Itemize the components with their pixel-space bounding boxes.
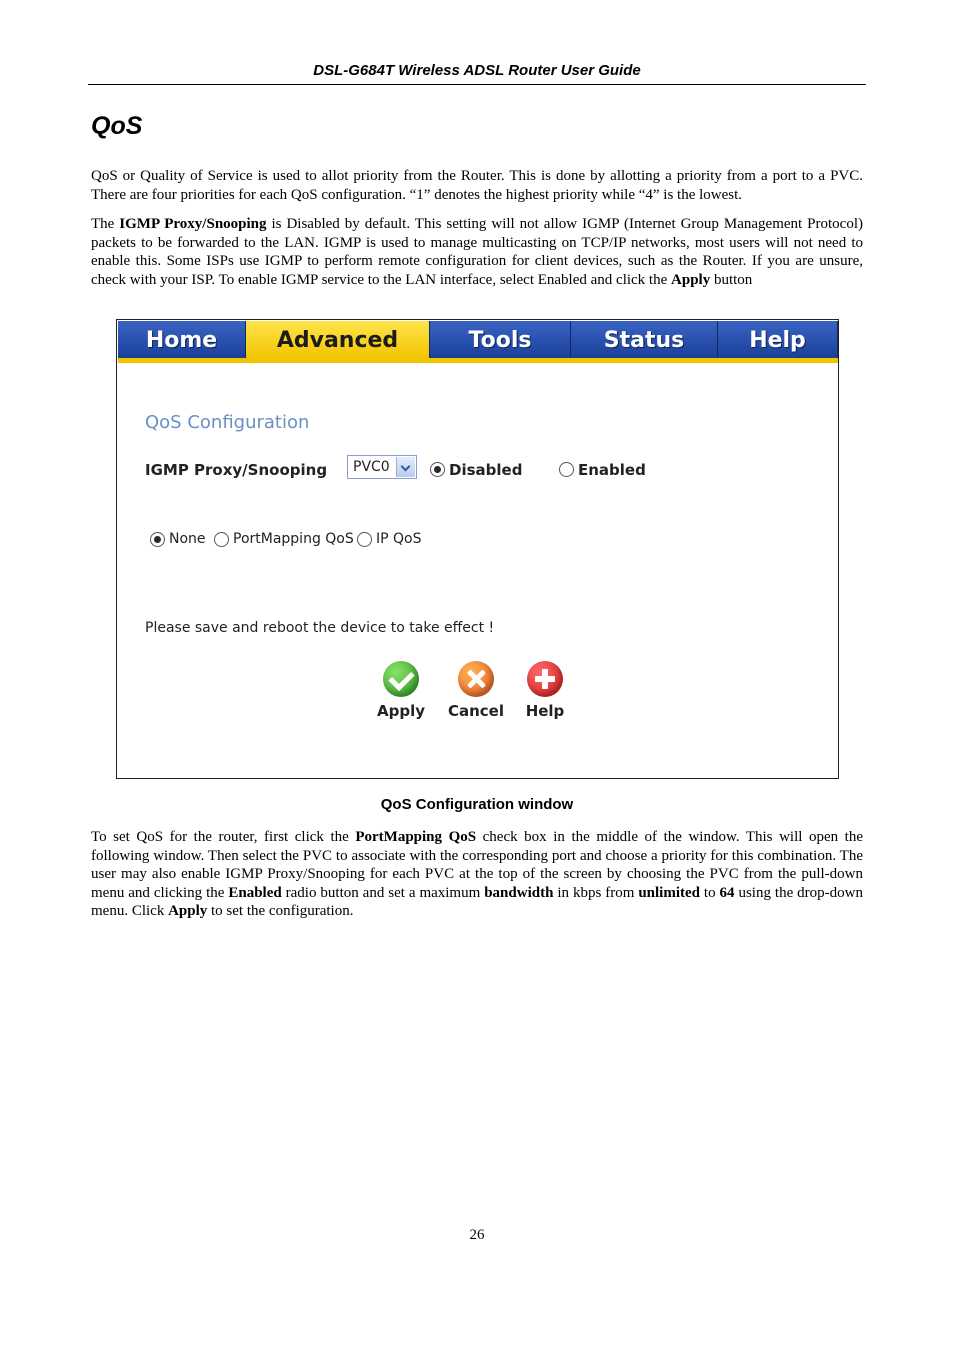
pvc-select[interactable] bbox=[347, 455, 417, 479]
igmp-disabled-radio[interactable] bbox=[430, 462, 445, 477]
tab-home[interactable]: Home bbox=[118, 321, 246, 359]
tab-tools[interactable]: Tools bbox=[430, 321, 571, 359]
pvc-select-value: PVC0 bbox=[353, 459, 390, 475]
cancel-button[interactable] bbox=[446, 661, 506, 720]
qos-portmapping-label: PortMapping QoS bbox=[233, 531, 354, 547]
text-run: The bbox=[91, 216, 120, 232]
qos-config-title: QoS Configuration bbox=[145, 412, 310, 433]
text-run: radio button and set a maximum bbox=[281, 884, 485, 901]
bold-term: Enabled bbox=[228, 884, 282, 901]
text-run: to set the configuration. bbox=[207, 903, 354, 919]
bold-term: unlimited bbox=[638, 884, 700, 901]
bold-term: bandwidth bbox=[484, 884, 554, 901]
bold-term: 64 bbox=[719, 884, 735, 901]
cancel-label: Cancel bbox=[447, 702, 504, 720]
igmp-disabled-label: Disabled bbox=[449, 461, 523, 479]
qos-ip-radio[interactable] bbox=[357, 532, 372, 547]
igmp-enabled-label: Enabled bbox=[578, 461, 646, 479]
text-run: in kbps from bbox=[553, 884, 639, 901]
tab-help[interactable]: Help bbox=[718, 321, 838, 359]
chevron-down-icon[interactable] bbox=[396, 457, 415, 477]
qos-ip-label: IP QoS bbox=[376, 531, 422, 547]
bold-term: Apply bbox=[168, 903, 208, 919]
bold-term: Apply bbox=[671, 271, 711, 288]
text-run: To set QoS for the router, first click the bbox=[91, 829, 356, 845]
tab-advanced[interactable]: Advanced bbox=[246, 321, 430, 359]
text-run: button bbox=[710, 271, 753, 288]
qos-portmapping-radio[interactable] bbox=[214, 532, 229, 547]
text-run: to bbox=[700, 884, 720, 901]
qos-none-radio[interactable] bbox=[150, 532, 165, 547]
setup-paragraph bbox=[91, 828, 863, 921]
bold-term: IGMP Proxy/Snooping bbox=[119, 216, 267, 232]
close-icon bbox=[458, 661, 494, 697]
tab-underline bbox=[118, 358, 838, 363]
text-run: check box in the middle of the window. This will open the following window. Then select the PVC to associate with the corresponding port and choose a priority for this combination. The user may also enable IGMP Proxy/Snooping for each PVC at the top of the screen by choosing the PVC from the pull-down menu and clicking the bbox=[91, 829, 863, 901]
help-button[interactable] bbox=[515, 661, 575, 720]
apply-label: Apply bbox=[376, 702, 425, 720]
reboot-notice: Please save and reboot the device to take effect ! bbox=[145, 620, 495, 636]
igmp-paragraph bbox=[91, 215, 863, 289]
intro-paragraph: QoS or Quality of Service is used to allot priority from the Router. This is done by allotting a priority from a port to a PVC. There are four priorities for each QoS configuration. “1” denotes the highest priority while “4” is the lowest. bbox=[91, 168, 863, 203]
apply-button[interactable] bbox=[371, 661, 431, 720]
figure-caption: QoS Configuration window bbox=[380, 796, 574, 813]
plus-icon bbox=[527, 661, 563, 697]
check-icon bbox=[383, 661, 419, 697]
text-run: is Disabled by default. This setting will not allow IGMP (Internet Group Management Protocol) packets to be forwarded to the LAN. IGMP is used to manage multicasting on TCP/IP networks, most users will not need to enable this. Some ISPs use IGMP to perform remote configuration for client devices, such as the Router. If you are unsure, check with your ISP. To enable IGMP service to the LAN interface, select Enabled and click the bbox=[91, 216, 863, 288]
running-header: DSL-G684T Wireless ADSL Router User Guide bbox=[313, 62, 641, 79]
page-number: 26 bbox=[469, 1227, 485, 1243]
router-ui-screenshot bbox=[116, 319, 839, 779]
igmp-enabled-radio[interactable] bbox=[559, 462, 574, 477]
text-run: using the drop-down menu. Click bbox=[91, 884, 863, 919]
tab-status[interactable]: Status bbox=[571, 321, 718, 359]
help-label: Help bbox=[525, 702, 565, 720]
qos-none-label: None bbox=[169, 531, 206, 547]
igmp-label: IGMP Proxy/Snooping bbox=[145, 461, 328, 479]
tab-bar bbox=[118, 321, 838, 363]
bold-term: PortMapping QoS bbox=[355, 829, 477, 845]
section-title: QoS bbox=[91, 112, 143, 140]
header-rule bbox=[88, 84, 866, 85]
